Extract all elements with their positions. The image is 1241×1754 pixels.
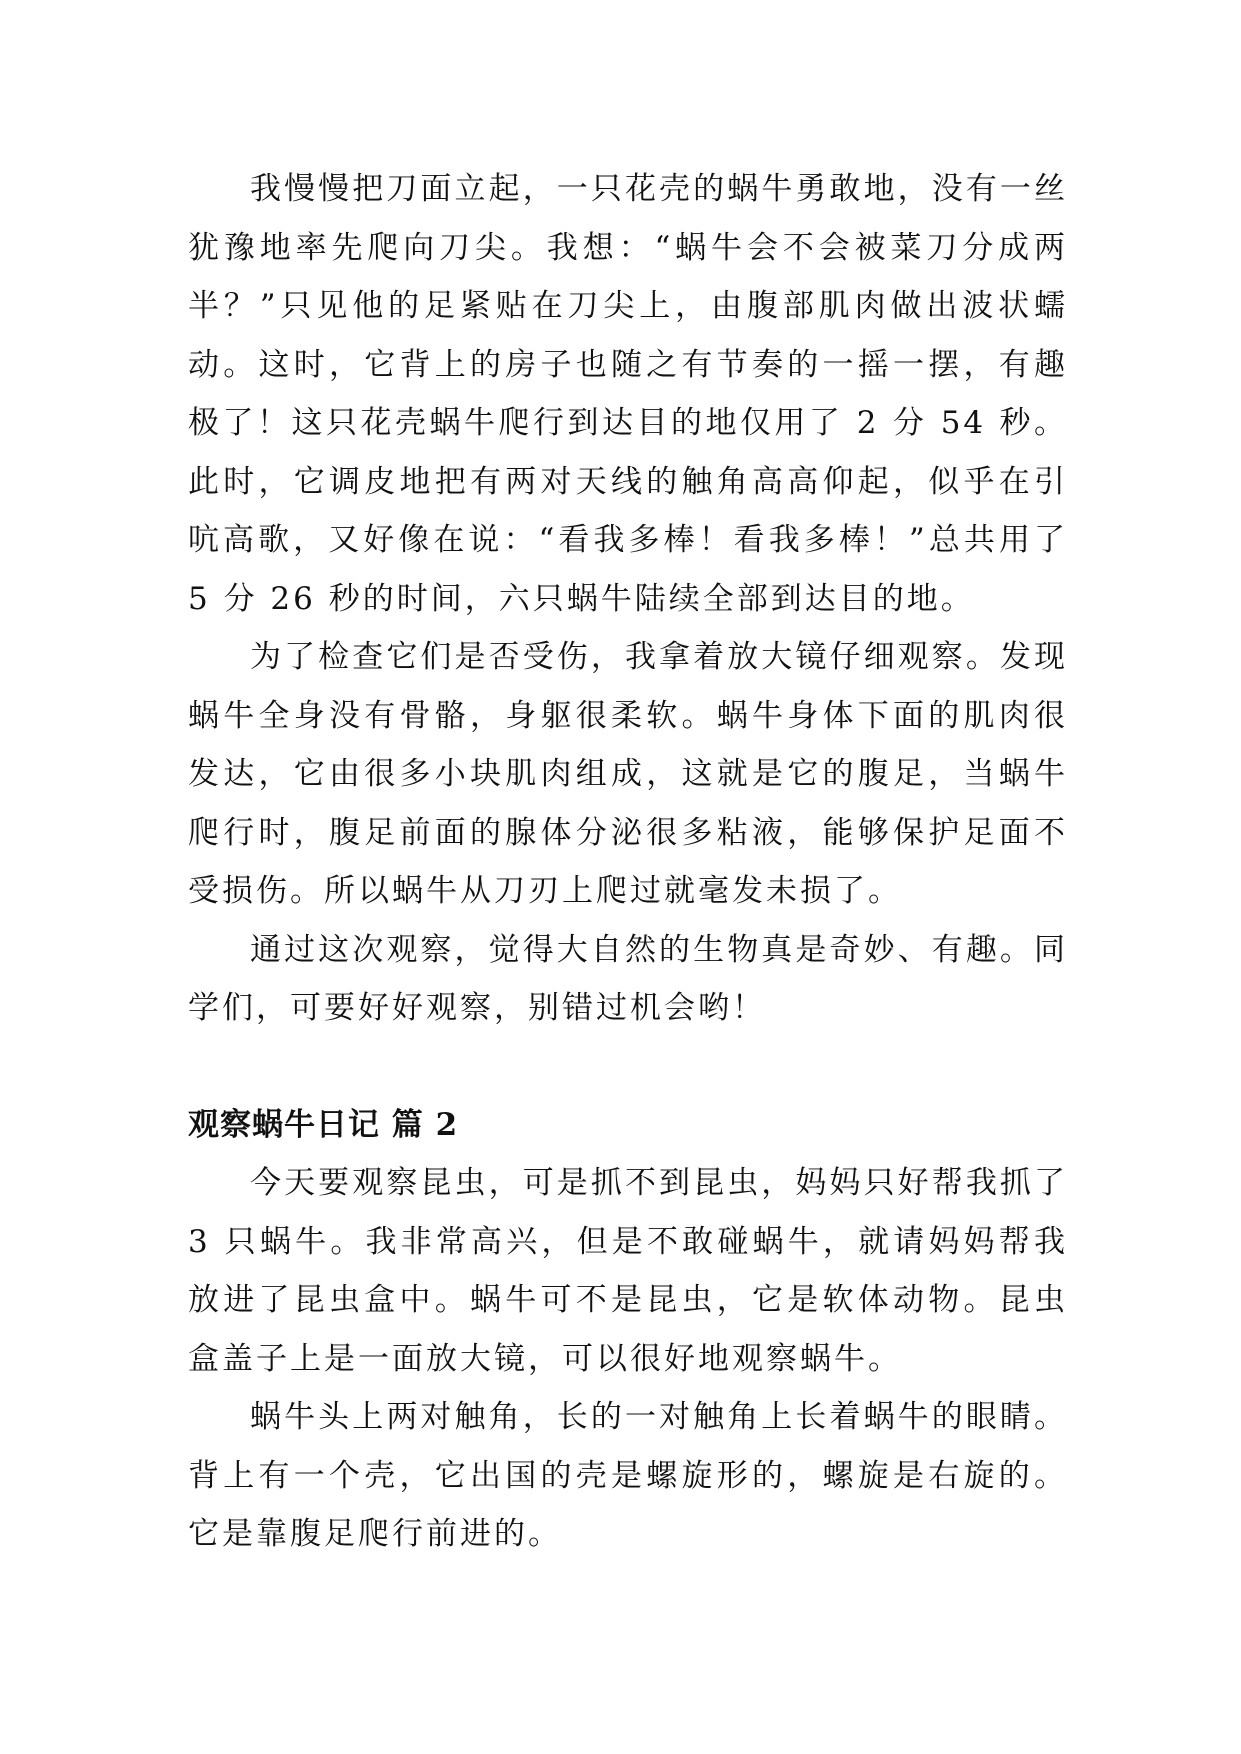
paragraph-snail-anatomy: 蜗牛头上两对触角，长的一对触角上长着蜗牛的眼睛。背上有一个壳，它出国的壳是螺旋形的，螺旋是右旋的。它是靠腹足爬行前进的。 — [188, 1399, 1068, 1552]
paragraph-catching-snails: 今天要观察昆虫，可是抓不到昆虫，妈妈只好帮我抓了 3 只蜗牛。我非常高兴，但是不敢碰蜗牛，就请妈妈帮我放进了昆虫盒中。蜗牛可不是昆虫，它是软体动物。昆虫盒盖子上是一面放大镜，可以很好地观察蜗牛。 — [188, 1165, 1068, 1377]
paragraph-snail-climbing: 我慢慢把刀面立起，一只花壳的蜗牛勇敢地，没有一丝犹豫地率先爬向刀尖。我想：“蜗牛会不会被菜刀分成两半？”只见他的足紧贴在刀尖上，由腹部肌肉做出波状蠕动。这时，它背上的房子也随之有节奏的一摇一摆，有趣极了！这只花壳蜗牛爬行到达目的地仅用了 2 分 54 秒。此时，它调皮地把有两对天线的触角高高仰起，似乎在引吭高歌，又好像在说：“看我多棒！看我多棒！”总共用了 5 分 26 秒的时间，六只蜗牛陆续全部到达目的地。 — [188, 171, 1068, 617]
section-title: 观察蜗牛日记 篇 2 — [188, 1106, 459, 1143]
paragraph-conclusion: 通过这次观察，觉得大自然的生物真是奇妙、有趣。同学们，可要好好观察，别错过机会哟！ — [188, 931, 1068, 1026]
document-page — [188, 160, 1068, 1564]
paragraph-inspection: 为了检查它们是否受伤，我拿着放大镜仔细观察。发现蜗牛全身没有骨骼，身躯很柔软。蜗牛身体下面的肌肉很发达，它由很多小块肌肉组成，这就是它的腹足，当蜗牛爬行时，腹足前面的腺体分泌很多粘液，能够保护足面不受损伤。所以蜗牛从刀刃上爬过就毫发未损了。 — [188, 639, 1068, 909]
